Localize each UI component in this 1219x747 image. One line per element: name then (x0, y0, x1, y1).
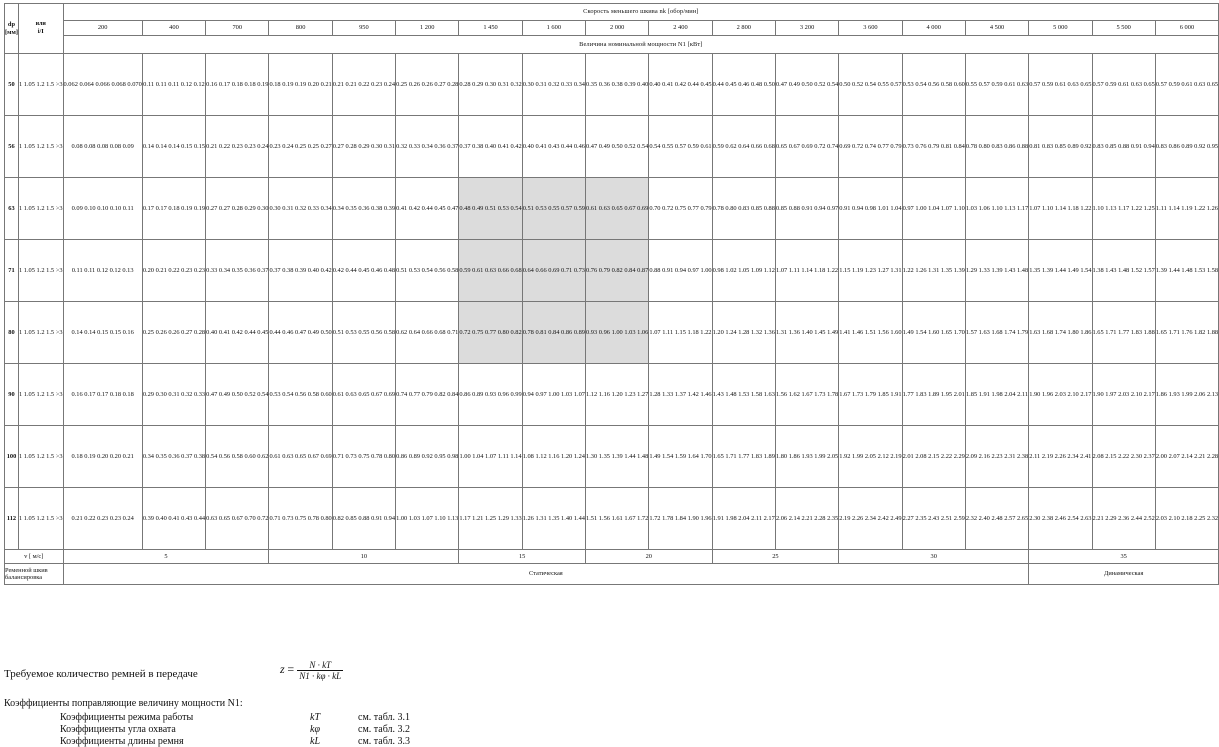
power-values-cell: 0.76 0.79 0.82 0.84 0.87 (586, 240, 649, 302)
diameter-group-row (5, 488, 1219, 550)
power-values-cell: 0.39 0.40 0.41 0.43 0.44 (142, 488, 205, 550)
ratio-values: 1 1.05 1.2 1.5 >3 (18, 302, 63, 364)
speed-value: 5 000 (1029, 21, 1092, 36)
power-values-cell: 1.80 1.86 1.93 1.99 2.05 (775, 426, 838, 488)
power-values-cell: 2.27 2.35 2.43 2.51 2.59 (902, 488, 965, 550)
power-values-cell: 0.30 0.31 0.32 0.33 0.34 (269, 178, 332, 240)
power-values-cell: 0.40 0.41 0.43 0.44 0.46 (522, 116, 585, 178)
ratio-values: 1 1.05 1.2 1.5 >3 (18, 426, 63, 488)
power-values-cell: 0.40 0.41 0.42 0.44 0.45 (649, 54, 712, 116)
speed-axis-tick: 30 (839, 550, 1029, 564)
power-values-cell: 0.16 0.17 0.18 0.18 0.19 (206, 54, 269, 116)
dp-header (5, 4, 19, 54)
speed-value: 400 (142, 21, 205, 36)
power-values-cell: 0.54 0.56 0.58 0.60 0.62 (206, 426, 269, 488)
power-values-cell: 0.48 0.49 0.51 0.53 0.54 (459, 178, 522, 240)
power-values-cell: 1.63 1.68 1.74 1.80 1.86 (1029, 302, 1092, 364)
power-values-cell: 1.31 1.36 1.40 1.45 1.49 (775, 302, 838, 364)
ratio-values: 1 1.05 1.2 1.5 >3 (18, 488, 63, 550)
power-values-cell: 2.03 2.10 2.18 2.25 2.32 (1155, 488, 1218, 550)
power-values-cell: 2.19 2.26 2.34 2.42 2.49 (839, 488, 902, 550)
coefficient-ref: см. табл. 3.1 (358, 712, 411, 723)
power-values-cell: 2.21 2.29 2.36 2.44 2.52 (1092, 488, 1155, 550)
coefficients-title: Коэффициенты поправляющие величину мощности N1: (4, 698, 243, 709)
power-values-cell: 0.27 0.28 0.29 0.30 0.31 (332, 116, 395, 178)
speed-value: 2 800 (712, 21, 775, 36)
power-values-cell: 1.85 1.91 1.98 2.04 2.11 (965, 364, 1028, 426)
power-values-cell: 1.91 1.98 2.04 2.11 2.17 (712, 488, 775, 550)
power-values-cell: 0.55 0.57 0.59 0.61 0.63 (965, 54, 1028, 116)
power-values-cell: 1.41 1.46 1.51 1.56 1.60 (839, 302, 902, 364)
power-values-cell: 0.34 0.35 0.36 0.38 0.39 (332, 178, 395, 240)
speed-value: 800 (269, 21, 332, 36)
power-values-cell: 0.27 0.27 0.28 0.29 0.30 (206, 178, 269, 240)
power-values-cell: 0.44 0.46 0.47 0.49 0.50 (269, 302, 332, 364)
power-values-cell: 1.07 1.11 1.15 1.18 1.22 (649, 302, 712, 364)
power-values-cell: 1.07 1.10 1.14 1.18 1.22 (1029, 178, 1092, 240)
speed-axis-tick: 5 (63, 550, 269, 564)
power-values-cell: 2.30 2.38 2.46 2.54 2.63 (1029, 488, 1092, 550)
power-values-cell: 1.07 1.11 1.14 1.18 1.22 (775, 240, 838, 302)
power-values-cell: 0.17 0.17 0.18 0.19 0.19 (142, 178, 205, 240)
power-values-cell: 0.50 0.52 0.54 0.55 0.57 (839, 54, 902, 116)
power-values-cell: 0.23 0.24 0.25 0.25 0.27 (269, 116, 332, 178)
speed-value: 3 200 (775, 21, 838, 36)
power-values-cell: 0.93 0.96 1.00 1.03 1.06 (586, 302, 649, 364)
power-values-cell: 0.74 0.77 0.79 0.82 0.84 (396, 364, 459, 426)
power-values-cell: 1.92 1.99 2.05 2.12 2.19 (839, 426, 902, 488)
coefficient-name: Коэффициенты угла охвата (60, 724, 176, 735)
speed-title: Скорость меньшего шкива nk [обор/мин] (63, 4, 1219, 21)
power-values-cell: 2.32 2.40 2.48 2.57 2.65 (965, 488, 1028, 550)
power-values-cell: 0.91 0.94 0.98 1.01 1.04 (839, 178, 902, 240)
coefficient-name: Коэффициенты режима работы (60, 712, 194, 723)
power-values-cell: 1.30 1.35 1.39 1.44 1.48 (586, 426, 649, 488)
power-values-cell: 0.29 0.30 0.31 0.32 0.33 (142, 364, 205, 426)
ratio-header (18, 4, 63, 54)
power-values-cell: 0.61 0.63 0.65 0.67 0.69 (269, 426, 332, 488)
power-values-cell: 1.56 1.62 1.67 1.73 1.78 (775, 364, 838, 426)
power-values-cell: 0.062 0.064 0.066 0.068 0.070 (63, 54, 142, 116)
power-values-cell: 0.83 0.86 0.89 0.92 0.95 (1155, 116, 1218, 178)
power-values-cell: 0.47 0.49 0.50 0.52 0.54 (206, 364, 269, 426)
power-values-cell: 1.29 1.33 1.39 1.43 1.48 (965, 240, 1028, 302)
power-values-cell: 0.71 0.73 0.75 0.78 0.80 (332, 426, 395, 488)
coefficient-symbol: kφ (310, 724, 320, 735)
power-values-cell: 0.21 0.22 0.23 0.23 0.24 (206, 116, 269, 178)
power-values-cell: 0.83 0.85 0.88 0.91 0.94 (1092, 116, 1155, 178)
power-values-cell: 1.03 1.06 1.10 1.13 1.17 (965, 178, 1028, 240)
power-values-cell: 0.42 0.44 0.45 0.46 0.48 (332, 240, 395, 302)
ratio-values: 1 1.05 1.2 1.5 >3 (18, 364, 63, 426)
diameter-value: 90 (5, 364, 19, 426)
power-values-cell: 1.22 1.26 1.31 1.35 1.39 (902, 240, 965, 302)
diameter-group-row (5, 364, 1219, 426)
diameter-value: 100 (5, 426, 19, 488)
power-values-cell: 0.11 0.11 0.12 0.12 0.13 (63, 240, 142, 302)
power-values-cell: 0.37 0.38 0.39 0.40 0.42 (269, 240, 332, 302)
power-values-cell: 0.21 0.22 0.23 0.23 0.24 (63, 488, 142, 550)
power-values-cell: 1.35 1.39 1.44 1.49 1.54 (1029, 240, 1092, 302)
static-label: Статическая (63, 564, 1029, 585)
power-values-cell: 0.14 0.14 0.15 0.15 0.16 (63, 302, 142, 364)
speed-axis-tick: 15 (459, 550, 586, 564)
diameter-group-row (5, 178, 1219, 240)
power-values-cell: 2.01 2.08 2.15 2.22 2.29 (902, 426, 965, 488)
diameter-group-row (5, 426, 1219, 488)
speed-value: 6 000 (1155, 21, 1218, 36)
power-values-cell: 0.54 0.55 0.57 0.59 0.61 (649, 116, 712, 178)
power-values-cell: 0.25 0.26 0.26 0.27 0.28 (142, 302, 205, 364)
power-values-cell: 1.90 1.97 2.03 2.10 2.17 (1092, 364, 1155, 426)
power-table-sheet (4, 3, 1219, 585)
coefficient-name: Коэффициенты длины ремня (60, 736, 184, 747)
power-values-cell: 0.88 0.91 0.94 0.97 1.00 (649, 240, 712, 302)
diameter-value: 56 (5, 116, 19, 178)
power-values-cell: 0.61 0.63 0.65 0.67 0.69 (586, 178, 649, 240)
power-values-cell: 1.86 1.93 1.99 2.06 2.13 (1155, 364, 1218, 426)
power-values-cell: 1.72 1.78 1.84 1.90 1.96 (649, 488, 712, 550)
power-values-cell: 1.57 1.63 1.68 1.74 1.79 (965, 302, 1028, 364)
power-values-cell: 0.98 1.02 1.05 1.09 1.12 (712, 240, 775, 302)
speed-axis-label: v [ м/с] (5, 550, 64, 564)
speed-value: 2 400 (649, 21, 712, 36)
power-values-cell: 0.25 0.26 0.26 0.27 0.28 (396, 54, 459, 116)
power-values-cell: 0.53 0.54 0.56 0.58 0.60 (269, 364, 332, 426)
power-values-cell: 1.90 1.96 2.03 2.10 2.17 (1029, 364, 1092, 426)
power-values-cell: 0.59 0.61 0.63 0.66 0.68 (459, 240, 522, 302)
coefficient-ref: см. табл. 3.2 (358, 724, 411, 735)
power-values-cell: 0.94 0.97 1.00 1.03 1.07 (522, 364, 585, 426)
power-values-cell: 0.11 0.11 0.11 0.12 0.12 (142, 54, 205, 116)
speed-axis-tick: 10 (269, 550, 459, 564)
power-values-cell: 0.59 0.62 0.64 0.66 0.68 (712, 116, 775, 178)
power-values-cell: 1.49 1.54 1.59 1.64 1.70 (649, 426, 712, 488)
power-values-cell: 1.10 1.13 1.17 1.22 1.25 (1092, 178, 1155, 240)
power-values-cell: 0.33 0.34 0.35 0.36 0.37 (206, 240, 269, 302)
ratio-values: 1 1.05 1.2 1.5 >3 (18, 240, 63, 302)
power-values-cell: 0.28 0.29 0.30 0.31 0.32 (459, 54, 522, 116)
formula: z = $\frac{N \cdot kT}{N1 \cdot k\varphi \cdot kL}$ (280, 660, 342, 681)
power-values-cell: 0.21 0.21 0.22 0.23 0.24 (332, 54, 395, 116)
power-table (4, 3, 1219, 585)
power-values-cell: 1.20 1.24 1.28 1.32 1.36 (712, 302, 775, 364)
power-values-cell: 1.39 1.44 1.48 1.53 1.58 (1155, 240, 1218, 302)
power-values-cell: 0.09 0.10 0.10 0.10 0.11 (63, 178, 142, 240)
power-values-cell: 0.72 0.75 0.77 0.80 0.82 (459, 302, 522, 364)
diameter-group-row (5, 116, 1219, 178)
speed-axis-tick: 25 (712, 550, 839, 564)
speed-value: 3 600 (839, 21, 902, 36)
power-values-cell: 0.57 0.59 0.61 0.63 0.65 (1092, 54, 1155, 116)
power-values-cell: 0.16 0.17 0.17 0.18 0.18 (63, 364, 142, 426)
speed-value: 1 200 (396, 21, 459, 36)
power-values-cell: 0.18 0.19 0.19 0.20 0.21 (269, 54, 332, 116)
power-values-cell: 0.62 0.64 0.66 0.68 0.71 (396, 302, 459, 364)
formula-fraction (297, 660, 343, 681)
power-values-cell: 0.51 0.53 0.54 0.56 0.58 (396, 240, 459, 302)
power-values-cell: 1.77 1.83 1.89 1.95 2.01 (902, 364, 965, 426)
power-values-cell: 1.49 1.54 1.60 1.65 1.70 (902, 302, 965, 364)
power-values-cell: 2.08 2.15 2.22 2.30 2.37 (1092, 426, 1155, 488)
coefficient-symbol: kL (310, 736, 320, 747)
power-values-cell: 0.57 0.59 0.61 0.63 0.65 (1029, 54, 1092, 116)
power-values-cell: 0.82 0.85 0.88 0.91 0.94 (332, 488, 395, 550)
formula-numerator: N · kT (297, 660, 343, 671)
power-values-cell: 0.53 0.54 0.56 0.58 0.60 (902, 54, 965, 116)
diameter-value: 63 (5, 178, 19, 240)
diameter-group-row (5, 54, 1219, 116)
speed-value: 5 500 (1092, 21, 1155, 36)
speed-value: 4 500 (965, 21, 1028, 36)
speed-value: 950 (332, 21, 395, 36)
balancing-row (5, 564, 1219, 585)
speed-value: 700 (206, 21, 269, 36)
power-values-cell: 0.86 0.89 0.93 0.96 0.99 (459, 364, 522, 426)
speed-value: 4 000 (902, 21, 965, 36)
diameter-value: 112 (5, 488, 19, 550)
formula-text: Требуемое количество ремней в передаче (4, 668, 198, 680)
power-values-cell: 0.63 0.65 0.67 0.70 0.72 (206, 488, 269, 550)
speed-row (5, 21, 1219, 36)
power-values-cell: 0.51 0.53 0.55 0.57 0.59 (522, 178, 585, 240)
power-values-cell: 0.78 0.80 0.83 0.85 0.88 (712, 178, 775, 240)
power-values-cell: 1.51 1.56 1.61 1.67 1.72 (586, 488, 649, 550)
dynamic-label: Динамическая (1029, 564, 1219, 585)
ratio-values: 1 1.05 1.2 1.5 >3 (18, 54, 63, 116)
diameter-value: 71 (5, 240, 19, 302)
power-values-cell: 0.47 0.49 0.50 0.52 0.54 (586, 116, 649, 178)
coefficient-symbol: kT (310, 712, 320, 723)
power-values-cell: 0.86 0.89 0.92 0.95 0.98 (396, 426, 459, 488)
power-values-cell: 0.08 0.08 0.08 0.08 0.09 (63, 116, 142, 178)
ratio-values: 1 1.05 1.2 1.5 >3 (18, 178, 63, 240)
power-values-cell: 0.70 0.72 0.75 0.77 0.79 (649, 178, 712, 240)
power-values-cell: 1.28 1.33 1.37 1.42 1.46 (649, 364, 712, 426)
speed-value: 1 600 (522, 21, 585, 36)
power-values-cell: 0.73 0.76 0.79 0.81 0.84 (902, 116, 965, 178)
balancing-label: Ременной шкив балансировка (5, 564, 64, 585)
power-values-cell: 0.47 0.49 0.50 0.52 0.54 (775, 54, 838, 116)
power-values-cell: 0.64 0.66 0.69 0.71 0.73 (522, 240, 585, 302)
power-values-cell: 0.44 0.45 0.46 0.48 0.50 (712, 54, 775, 116)
power-values-cell: 0.41 0.42 0.44 0.45 0.47 (396, 178, 459, 240)
power-values-cell: 1.12 1.16 1.20 1.23 1.27 (586, 364, 649, 426)
speed-axis-row (5, 550, 1219, 564)
power-values-cell: 0.32 0.33 0.34 0.36 0.37 (396, 116, 459, 178)
power-values-cell: 2.09 2.16 2.23 2.31 2.38 (965, 426, 1028, 488)
power-values-cell: 0.71 0.73 0.75 0.78 0.80 (269, 488, 332, 550)
dp-label: dp (7, 21, 16, 29)
power-values-cell: 2.00 2.07 2.14 2.21 2.28 (1155, 426, 1218, 488)
formula-lhs: z (280, 662, 285, 677)
ili-label: или (35, 21, 46, 28)
diameter-value: 50 (5, 54, 19, 116)
power-values-cell: 0.35 0.36 0.38 0.39 0.40 (586, 54, 649, 116)
power-values-cell: 0.20 0.21 0.22 0.23 0.23 (142, 240, 205, 302)
power-values-cell: 0.78 0.81 0.84 0.86 0.89 (522, 302, 585, 364)
power-values-cell: 1.00 1.03 1.07 1.10 1.13 (396, 488, 459, 550)
speed-value: 2 000 (586, 21, 649, 36)
power-title: Величина номинальной мощности N1 [кВт] (63, 36, 1219, 54)
speed-value: 1 450 (459, 21, 522, 36)
power-values-cell: 0.40 0.41 0.42 0.44 0.45 (206, 302, 269, 364)
power-values-cell: 0.65 0.67 0.69 0.72 0.74 (775, 116, 838, 178)
power-values-cell: 0.61 0.63 0.65 0.67 0.69 (332, 364, 395, 426)
diameter-value: 80 (5, 302, 19, 364)
power-values-cell: 0.34 0.35 0.36 0.37 0.38 (142, 426, 205, 488)
power-values-cell: 0.57 0.59 0.61 0.63 0.65 (1155, 54, 1218, 116)
speed-value: 200 (63, 21, 142, 36)
speed-axis-tick: 20 (586, 550, 713, 564)
power-values-cell: 0.30 0.31 0.32 0.33 0.34 (522, 54, 585, 116)
unit-mm: [мм] (5, 28, 18, 36)
diameter-group-row (5, 240, 1219, 302)
ratio-values: 1 1.05 1.2 1.5 >3 (18, 116, 63, 178)
ratio-label: i/I (37, 28, 44, 36)
power-values-cell: 0.18 0.19 0.20 0.20 0.21 (63, 426, 142, 488)
power-values-cell: 0.81 0.83 0.85 0.89 0.92 (1029, 116, 1092, 178)
power-values-cell: 0.51 0.53 0.55 0.56 0.58 (332, 302, 395, 364)
power-values-cell: 1.00 1.04 1.07 1.11 1.14 (459, 426, 522, 488)
power-values-cell: 2.06 2.14 2.21 2.28 2.35 (775, 488, 838, 550)
power-values-cell: 0.69 0.72 0.74 0.77 0.79 (839, 116, 902, 178)
power-values-cell: 1.11 1.14 1.19 1.22 1.26 (1155, 178, 1218, 240)
power-values-cell: 1.65 1.71 1.76 1.82 1.88 (1155, 302, 1218, 364)
power-values-cell: 2.11 2.19 2.26 2.34 2.41 (1029, 426, 1092, 488)
power-values-cell: 1.26 1.31 1.35 1.40 1.44 (522, 488, 585, 550)
coefficient-ref: см. табл. 3.3 (358, 736, 411, 747)
speed-axis-tick: 35 (1029, 550, 1219, 564)
power-values-cell: 0.37 0.38 0.40 0.41 0.42 (459, 116, 522, 178)
power-values-cell: 1.08 1.12 1.16 1.20 1.24 (522, 426, 585, 488)
power-values-cell: 0.85 0.88 0.91 0.94 0.97 (775, 178, 838, 240)
diameter-group-row (5, 302, 1219, 364)
power-values-cell: 1.65 1.71 1.77 1.83 1.88 (1092, 302, 1155, 364)
power-values-cell: 0.14 0.14 0.14 0.15 0.15 (142, 116, 205, 178)
power-values-cell: 1.43 1.48 1.53 1.58 1.63 (712, 364, 775, 426)
power-values-cell: 1.15 1.19 1.23 1.27 1.31 (839, 240, 902, 302)
formula-denominator: N1 · kφ · kL (299, 671, 342, 681)
power-values-cell: 1.17 1.21 1.25 1.29 1.33 (459, 488, 522, 550)
power-values-cell: 1.38 1.43 1.48 1.52 1.57 (1092, 240, 1155, 302)
power-values-cell: 0.97 1.00 1.04 1.07 1.10 (902, 178, 965, 240)
power-values-cell: 1.65 1.71 1.77 1.83 1.89 (712, 426, 775, 488)
power-values-cell: 1.67 1.73 1.79 1.85 1.91 (839, 364, 902, 426)
power-values-cell: 0.78 0.80 0.83 0.86 0.88 (965, 116, 1028, 178)
